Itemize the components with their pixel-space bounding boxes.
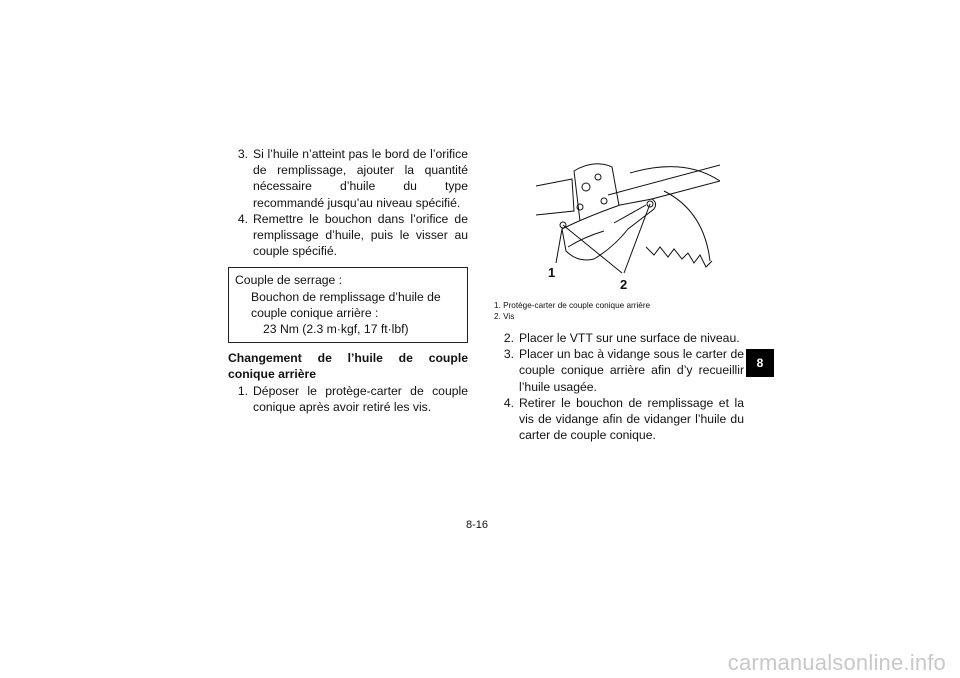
step-number: 1. [237,383,248,398]
step-text: Remettre le bouchon dans l’orifice de remplissage d’huile, puis le visser au couple spécifié. [253,211,468,259]
step-number: 4. [503,395,514,410]
page-number: 8-16 [466,519,489,531]
step-text: Si l’huile n’atteint pas le bord de l’orifice de remplissage, ajouter la quantité nécessaire d’huile du type recommandé jusqu’au niveau spécifié. [253,147,468,210]
torque-spec-box [228,267,468,343]
left-column [228,146,468,415]
step-text: Retirer le bouchon de remplissage et la vis de vidange afin de vidanger l’huile du carter de couple conique. [519,395,744,443]
chapter-tab: 8 [746,349,774,377]
illustration-svg [534,151,720,297]
step-number: 3. [503,347,514,362]
spec-value: 23 Nm (2.3 m·kgf, 17 ft·lbf) [263,322,409,337]
spec-title: Couple de serrage : [235,273,343,288]
right-column [494,330,744,443]
caption-1: 1. Protège-carter de couple conique arrière [494,301,651,310]
step-number: 3. [237,147,248,161]
callout-1: 1 [548,265,556,280]
step-1 [228,383,468,415]
step-text: Déposer le protège-carter de couple conique après avoir retiré les vis. [253,383,468,414]
gearcase-guard-illustration [534,151,720,297]
step-4 [228,211,468,260]
step-text: Placer un bac à vidange sous le carter de couple conique arrière afin d’y recueillir l’huile usagée. [519,347,744,394]
watermark: carmanualsonline.info [727,649,946,675]
step-2 [494,330,744,346]
step-text: Placer le VTT sur une surface de niveau. [519,331,740,345]
figure-captions [494,300,650,322]
step-number: 4. [237,211,248,226]
callout-2: 2 [620,277,628,292]
section-title: Changement de l’huile de couple conique arrière [228,351,468,382]
step-number: 2. [503,331,514,345]
caption-2: 2. Vis [494,312,515,321]
spec-item: Bouchon de remplissage d’huile de couple conique arrière : [251,289,441,320]
step-3 [228,146,468,211]
step-4 [494,395,744,444]
step-3 [494,346,744,395]
